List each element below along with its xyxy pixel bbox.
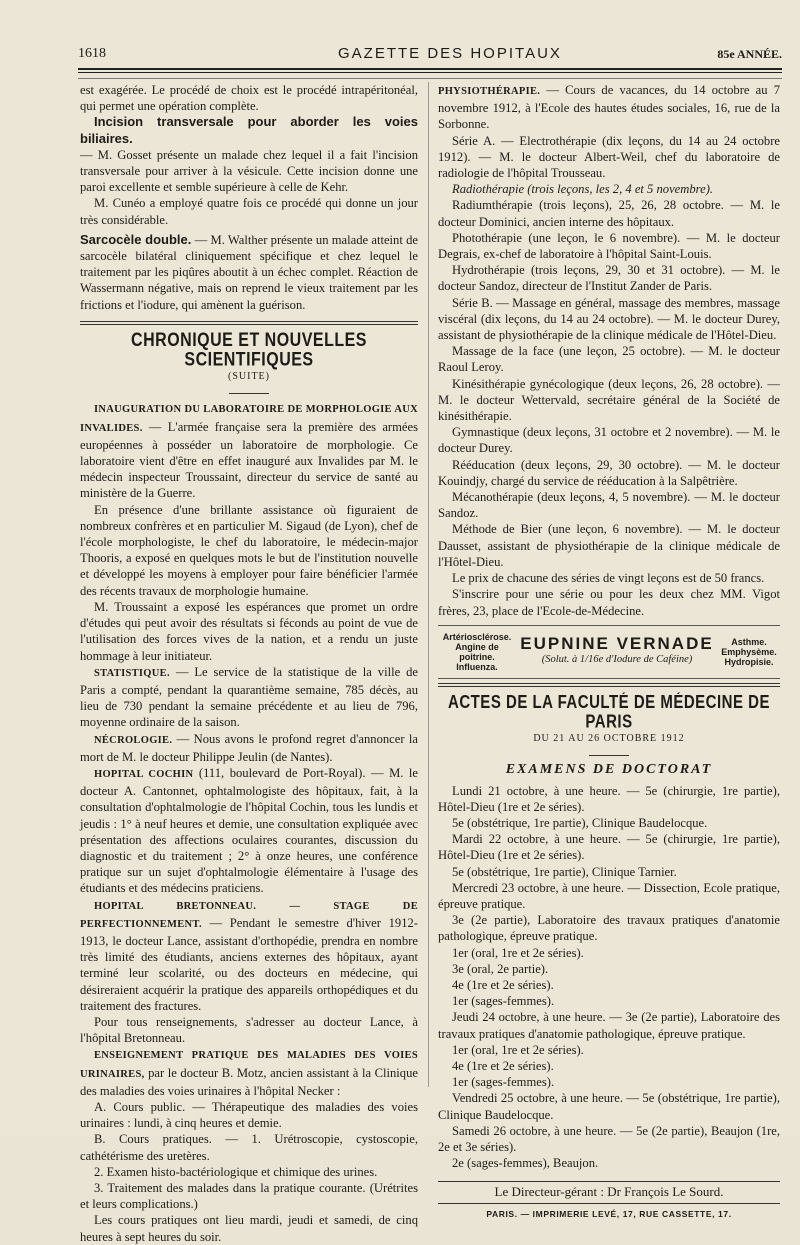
paragraph: — Le service de la statistique de la ville de Paris a compté, pendant la quarantième semaine, 785 décès, au lieu de 730 pendant la semaine précédente et au lieu de 796, moyenne ordinaire de la saison. (80, 664, 418, 730)
running-head (78, 38, 782, 62)
paragraph: Hydrothérapie (trois leçons, 29, 30 et 31 octobre). — M. le docteur Sandoz, directeur de l'Institut Zander de Paris. (438, 263, 780, 294)
short-rule (589, 755, 629, 756)
header-rule (78, 68, 782, 70)
paragraph: Méthode de Bier (une leçon, 6 novembre). — M. le docteur Dausset, assistant de physiothérapie de la clinique médicale de l'Hôtel-Dieu. (438, 522, 780, 569)
right-column (438, 82, 780, 1222)
paragraph: — Cours de vacances, du 14 octobre au 7 novembre 1912, à l'Ecole des hautes études sociales, 16, rue de la Sorbonne. (438, 83, 780, 132)
exam-entry: 4e (1re et 2e séries). (452, 1058, 554, 1073)
subheading-sarcocele: Sarcocèle double. (80, 231, 192, 247)
exam-entry: Samedi 26 octobre, à une heure. — 5e (2e partie), Beaujon (1re, 2e et 3e séries). (438, 1123, 780, 1154)
ad-brand: EUPNINE VERNADE (520, 633, 714, 653)
paragraph: Gymnastique (deux leçons, 31 octobre et 2 novembre). — M. le docteur Durey. (438, 425, 780, 456)
ad-center (520, 633, 714, 668)
item-lead: PHYSIOTHÉRAPIE. (438, 86, 541, 97)
paragraph: 3. Traitement des malades dans la pratique courante. (Urétrites et leurs complications.) (80, 1181, 418, 1212)
column-divider (428, 82, 429, 1087)
paragraph: Radiumthérapie (trois leçons), 25, 26, 28 octobre. — M. le docteur Dominici, ancien interne des hôpitaux. (438, 198, 780, 229)
short-rule (229, 393, 269, 394)
item-lead: STATISTIQUE. (94, 667, 170, 679)
paragraph: Photothérapie (une leçon, le 6 novembre). — M. le docteur Degrais, ex-chef de laboratoire à l'hôpital Saint-Louis. (438, 230, 780, 262)
paragraph: — M. Walther présente un malade atteint de sarcocèle bilatéral cliniquement spécifique et chez lequel le traitement par les piqûres aboutit à un échec complet. Réaction de Wassermann négative, mais on reprend le vieux traitement par les frictions et l'iodure, qui amènent la guérison. (80, 232, 418, 312)
journal-title: GAZETTE DES HOPITAUX (338, 45, 562, 62)
volume-year: 85e ANNÉE. (717, 47, 782, 61)
item-lead: ENSEIGNEMENT PRATIQUE DES MALADIES DES VOIES URINAIRES, (80, 1050, 418, 1080)
exam-entry: Mercredi 23 octobre, à une heure. — Dissection, Ecole pratique, épreuve pratique. (438, 880, 780, 911)
paragraph: Radiothérapie (trois leçons, les 2, 4 et 5 novembre). (452, 182, 714, 197)
paragraph: par le docteur B. Motz, ancien assistant à la Clinique des maladies des voies urinaires à l'hôpital Necker : (80, 1065, 418, 1098)
ad-left-indications: Artériosclérose. Angine de poitrine. Influenza. (442, 631, 512, 672)
section-subtitle: (SUITE) (228, 371, 270, 383)
page-number: 1618 (78, 46, 106, 61)
paragraph: En présence d'une brillante assistance où figuraient de nombreux confrères et en particulier M. Sigaud (de Lyon), chef de l'école morphologiste, le chef du laboratoire, le médecin-major Thooris, a exposé en quelques mots le but de l'institution nouvelle et développé les moyens à employer pour faire bénéficier l'armée des récents travaux de morphologie humaine. (80, 502, 418, 598)
exam-entry: 4e (1re et 2e séries). (452, 977, 554, 992)
paragraph: M. Troussaint a exposé les espérances que promet un ordre d'études qui peut avoir des résultats si féconds au point de vue de l'utilisation des forces vives de la nation, et a rendu un juste hommage à leur initiateur. (80, 599, 418, 663)
paragraph: — Pendant le semestre d'hiver 1912-1913, le docteur Lance, assistant d'orthopédie, prendra en nombre très limité des étudiants, anciens externes des hôpitaux, ayant terminé leur scolarité, ou des docteurs en médecine, qui désireraient acquérir la pratique des appareils orthopédiques et du traitement des fractures. (80, 915, 418, 1013)
exam-entry: Mardi 22 octobre, à une heure. — 5e (chirurgie, 1re partie), Hôtel-Dieu (1re et 2e séries). (438, 832, 780, 863)
paragraph: (111, boulevard de Port-Royal). — M. le docteur A. Cantonnet, ophtalmologiste des hôpitaux, fait, à la consultation d'ophtalmologie de l'hôpital Cochin, tous les lundis et jeudis : 1° à neuf heures et demie, une consultation expliquée avec présentation des affections oculaires courantes, discussion du diagnostic et du traitement ; 2° à onze heures, une conférence pratique sur un sujet d'ophtalmologie élémentaire à l'usage des étudiants et des médecins praticiens. (80, 765, 419, 896)
ad-right-indications: Asthme. Emphysème. Hydropisie. (721, 636, 777, 667)
exam-entry: 1er (sages-femmes). (452, 1075, 555, 1090)
item-lead: NÉCROLOGIE. (94, 734, 173, 746)
paragraph: S'inscrire pour une série ou pour les deux chez MM. Vigot frères, 23, place de l'Ecole-de-Médecine. (438, 587, 780, 618)
publisher-signature: Le Directeur-gérant : Dr François Le Sourd. (438, 1181, 780, 1203)
paragraph: est exagérée. Le procédé de choix est le procédé intrapéritonéal, qui permet une opération complète. (80, 83, 418, 114)
section-subtitle-dates: DU 21 AU 26 OCTOBRE 1912 (533, 733, 685, 745)
paragraph: Massage de la face (une leçon, 25 octobre). — M. le docteur Raoul Leroy. (438, 344, 780, 375)
paragraph: Série B. — Massage en général, massage des membres, massage viscéral (dix leçons, du 14 au 24 octobre). — M. le docteur Durey, assistant de physiothérapie de la clinique médicale de l'Hôtel-Dieu. (438, 295, 780, 343)
paragraph: Les cours pratiques ont lieu mardi, jeudi et samedi, de cinq heures à sept heures du soir. (80, 1213, 418, 1244)
exam-entry: 5e (obstétrique, 1re partie), Clinique Baudelocque. (452, 815, 708, 830)
exam-entry: 1er (sages-femmes). (452, 994, 555, 1009)
printer-imprint: PARIS. — IMPRIMERIE LEVÉ, 17, RUE CASSETTE, 17. (486, 1208, 732, 1219)
paragraph: Pour tous renseignements, s'adresser au docteur Lance, à l'hôpital Bretonneau. (80, 1014, 418, 1046)
item-lead: HOPITAL COCHIN (94, 768, 194, 780)
paragraph: — Nous avons le profond regret d'annoncer la mort de M. le docteur Philippe Jeulin (de Nantes). (80, 731, 419, 764)
header-rule-thin (78, 72, 782, 73)
paragraph: 2. Examen histo-bactériologique et chimique des urines. (94, 1164, 378, 1179)
header-rule-faint (78, 78, 782, 79)
paragraph: Série A. — Electrothérapie (dix leçons, du 14 au 24 octobre 1912). — M. le docteur Albert-Weil, chef du laboratoire de radiologie de l'hôpital Trousseau. (438, 133, 780, 181)
section-title-actes: ACTES DE LA FACULTÉ DE MÉDECINE DE PARIS (447, 692, 771, 733)
paragraph: Le prix de chacune des séries de vingt leçons est de 50 francs. (452, 571, 765, 586)
paragraph: — M. Gosset présente un malade chez lequel il a fait l'incision transversale pour arriver à la vésicule. Cette incision donne une paroi excellente et semble supérieure à celle de Kehr. (80, 147, 418, 195)
paragraph: A. Cours public. — Thérapeutique des maladies des voies urinaires : lundi, à cinq heures et demie. (80, 1099, 418, 1131)
exam-entry: 2e (sages-femmes), Beaujon. (452, 1156, 599, 1171)
paragraph: — L'armée française sera la première des armées européennes à posséder un laboratoire de morphologie. Ce laboratoire vient d'être en effet inauguré aux Invalides par M. le médecin inspecteur Troussaint, directeur du service de santé au ministère de la Guerre. (80, 419, 418, 501)
exam-entry: Jeudi 24 octobre, à une heure. — 3e (2e partie), Laboratoire des travaux pratiques d'anatomie pathologique, épreuve pratique. (438, 1010, 780, 1041)
paragraph: B. Cours pratiques. — 1. Urétroscopie, cystoscopie, cathétérisme des uretères. (80, 1132, 418, 1163)
ad-subtitle: (Solut. à 1/16e d'Iodure de Caféine) (541, 653, 693, 665)
subheading-incision: Incision transversale pour aborder les voies biliaires. (80, 114, 418, 146)
exam-entry: 1er (oral, 1re et 2e séries). (452, 1042, 584, 1057)
item-lead: INAUGURATION DU LABORATOIRE DE MORPHOLOGIE AUX INVALIDES. (80, 404, 418, 434)
exam-entry: Lundi 21 octobre, à une heure. — 5e (chirurgie, 1re partie), Hôtel-Dieu (1re et 2e séries). (438, 783, 780, 814)
paragraph: Kinésithérapie gynécologique (deux leçons, 26, 28 octobre). — M. le docteur Wettervald, secrétaire général de la Société de kinésithérapie. (438, 376, 780, 424)
exam-heading: EXAMENS DE DOCTORAT (505, 762, 713, 778)
exam-entry: 3e (oral, 2e partie). (452, 961, 549, 976)
exam-entry: 5e (obstétrique, 1re partie), Clinique Tarnier. (452, 864, 677, 879)
item-lead: HOPITAL BRETONNEAU. — STAGE DE PERFECTIONNEMENT. (80, 900, 418, 930)
left-column (80, 82, 418, 1245)
exam-entry: Vendredi 25 octobre, à une heure. — 5e (obstétrique, 1re partie), Clinique Baudelocque. (438, 1091, 780, 1122)
exam-entry: 3e (2e partie), Laboratoire des travaux pratiques d'anatomie pathologique, épreuve pratique. (438, 913, 780, 944)
section-rule (80, 321, 418, 325)
paragraph: Mécanothérapie (deux leçons, 4, 5 novembre). — M. le docteur Sandoz. (438, 490, 780, 521)
advertisement (438, 625, 780, 679)
section-rule (438, 683, 780, 687)
section-title-chronique: CHRONIQUE ET NOUVELLES SCIENTIFIQUES (131, 330, 367, 371)
paragraph: M. Cunéo a employé quatre fois ce procédé qui donne un jour très considérable. (80, 196, 418, 227)
paragraph: Rééducation (deux leçons, 29, 30 octobre). — M. le docteur Kouindjy, chargé du service de rééducation à la Salpêtrière. (438, 457, 780, 488)
exam-entry: 1er (oral, 1re et 2e séries). (452, 945, 584, 960)
